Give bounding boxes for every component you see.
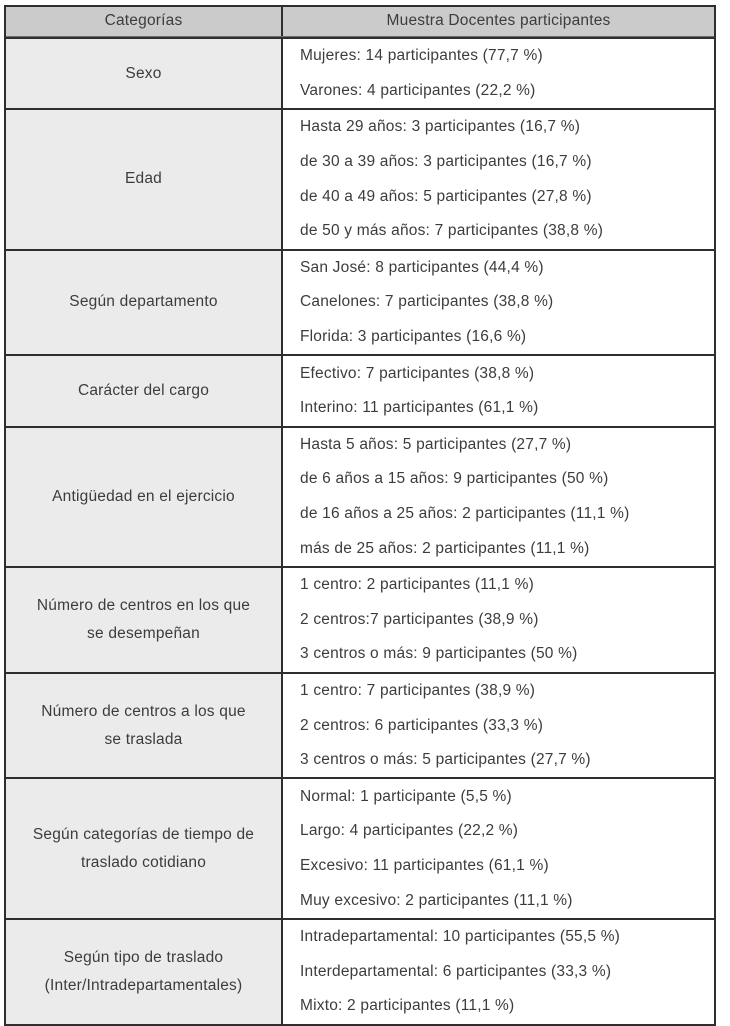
table-row — [6, 918, 714, 1024]
value-line: de 30 a 39 años: 3 participantes (16,7 %) — [300, 153, 592, 171]
value-cell — [283, 674, 714, 778]
value-cell — [283, 251, 714, 355]
value-line: Largo: 4 participantes (22,2 %) — [300, 822, 519, 840]
value-line: Normal: 1 participante (5,5 %) — [300, 787, 512, 805]
value-line: de 16 años a 25 años: 2 participantes (11,1 %) — [300, 505, 630, 523]
category-cell: Sexo — [6, 39, 283, 108]
value-line: San José: 8 participantes (44,4 %) — [300, 258, 544, 276]
value-line: Florida: 3 participantes (16,6 %) — [300, 328, 527, 346]
header-categorias: Categorías — [6, 7, 283, 36]
category-cell: Según departamento — [6, 251, 283, 355]
value-line: Intradepartamental: 10 participantes (55,5 %) — [300, 928, 621, 946]
value-cell — [283, 428, 714, 566]
category-cell: Según categorías de tiempo de traslado cotidiano — [6, 779, 283, 917]
table-row — [6, 672, 714, 778]
value-line: 3 centros o más: 9 participantes (50 %) — [300, 645, 578, 663]
table-body — [6, 37, 714, 1024]
value-line: 3 centros o más: 5 participantes (27,7 %) — [300, 751, 591, 769]
value-cell — [283, 110, 714, 248]
category-cell: Carácter del cargo — [6, 356, 283, 425]
value-line: Hasta 29 años: 3 participantes (16,7 %) — [300, 118, 581, 136]
table-row — [6, 566, 714, 672]
value-line: 2 centros: 6 participantes (33,3 %) — [300, 716, 544, 734]
value-line: Interino: 11 participantes (61,1 %) — [300, 399, 539, 417]
table-row — [6, 108, 714, 248]
participants-demographics-table — [4, 5, 716, 1026]
value-line: de 40 a 49 años: 5 participantes (27,8 %) — [300, 187, 592, 205]
value-line: Hasta 5 años: 5 participantes (27,7 %) — [300, 435, 572, 453]
table-row — [6, 354, 714, 425]
value-line: Mixto: 2 participantes (11,1 %) — [300, 997, 515, 1015]
value-cell — [283, 39, 714, 108]
value-line: de 6 años a 15 años: 9 participantes (50 %) — [300, 470, 609, 488]
category-cell: Edad — [6, 110, 283, 248]
value-line: Varones: 4 participantes (22,2 %) — [300, 81, 536, 99]
value-line: 1 centro: 7 participantes (38,9 %) — [300, 681, 536, 699]
category-cell: Antigüedad en el ejercicio — [6, 428, 283, 566]
table-row — [6, 426, 714, 566]
value-line: más de 25 años: 2 participantes (11,1 %) — [300, 539, 590, 557]
value-cell — [283, 920, 714, 1024]
value-line: Excesivo: 11 participantes (61,1 %) — [300, 856, 549, 874]
header-muestra-docentes: Muestra Docentes participantes — [283, 7, 714, 36]
table-row — [6, 777, 714, 917]
table-header-row — [6, 7, 714, 37]
value-line: 2 centros:7 participantes (38,9 %) — [300, 610, 539, 628]
value-line: Canelones: 7 participantes (38,8 %) — [300, 293, 554, 311]
value-line: Efectivo: 7 participantes (38,8 %) — [300, 364, 535, 382]
value-cell — [283, 779, 714, 917]
value-cell — [283, 568, 714, 672]
value-line: 1 centro: 2 participantes (11,1 %) — [300, 576, 534, 594]
category-cell: Número de centros a los que se traslada — [6, 674, 283, 778]
table-row — [6, 249, 714, 355]
value-line: Mujeres: 14 participantes (77,7 %) — [300, 47, 543, 65]
category-cell: Según tipo de traslado (Inter/Intradepartamentales) — [6, 920, 283, 1024]
table-row — [6, 37, 714, 108]
value-line: Muy excesivo: 2 participantes (11,1 %) — [300, 891, 573, 909]
value-cell — [283, 356, 714, 425]
value-line: de 50 y más años: 7 participantes (38,8 %) — [300, 222, 604, 240]
value-line: Interdepartamental: 6 participantes (33,3 %) — [300, 962, 612, 980]
category-cell: Número de centros en los que se desempeñan — [6, 568, 283, 672]
